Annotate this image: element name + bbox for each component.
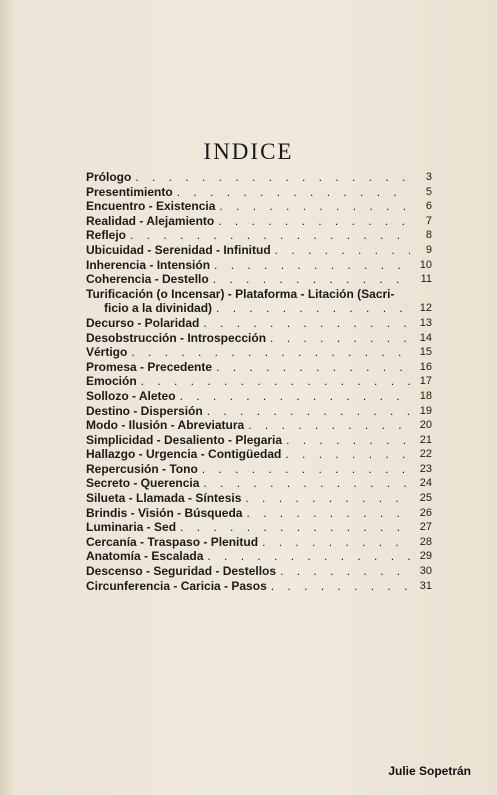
- toc-entry: [86, 272, 432, 287]
- toc-entry-page: 27: [419, 521, 432, 534]
- toc-entry-title: Simplicidad - Desaliento - Plegaria: [86, 432, 283, 447]
- toc-entry-title: Coherencia - Destello: [86, 272, 209, 287]
- dot-leader: [271, 579, 410, 594]
- toc-entry-title: Circunferencia - Caricia - Pasos: [86, 578, 267, 593]
- toc-entry-page: 15: [419, 346, 432, 359]
- toc-entry-page: 14: [419, 331, 432, 344]
- toc-entry-title: Promesa - Precedente: [86, 359, 213, 374]
- toc-entry: [86, 316, 432, 331]
- toc-entry-page: 25: [419, 492, 432, 505]
- toc-entry: [86, 447, 432, 462]
- toc-entry-page: 13: [419, 316, 432, 329]
- toc-entry-page: 22: [419, 448, 432, 461]
- author-name: Julie Sopetrán: [388, 764, 471, 778]
- toc-entry-page: 12: [419, 302, 432, 315]
- dot-leader: [207, 404, 410, 419]
- toc-entry-title: Luminaria - Sed: [86, 520, 177, 535]
- toc-entry-page: 24: [419, 477, 432, 490]
- toc-entry-page: 30: [419, 565, 432, 578]
- dot-leader: [216, 360, 410, 375]
- toc-entry-title: Realidad - Alejamiento: [86, 213, 215, 228]
- toc-entry-page: 16: [419, 360, 432, 373]
- toc-entry-title: Encuentro - Existencia: [86, 199, 216, 214]
- toc-entry-page: 9: [425, 243, 432, 256]
- toc-entry: [86, 564, 432, 579]
- toc-entry-title: Sollozo - Aleteo: [86, 388, 176, 403]
- toc-entry-page: 26: [419, 506, 432, 519]
- dot-leader: [245, 491, 410, 506]
- toc-entry: [86, 476, 432, 491]
- dot-leader: [180, 389, 410, 404]
- toc-entry-page: 8: [425, 229, 432, 242]
- toc-entry: [86, 404, 432, 419]
- table-of-contents: [86, 170, 432, 593]
- dot-leader: [203, 476, 410, 491]
- dot-leader: [130, 228, 410, 243]
- toc-entry-title: Desobstrucción - Introspección: [86, 330, 267, 345]
- dot-leader: [135, 170, 410, 185]
- dot-leader: [280, 564, 410, 579]
- toc-entry-title: Reflejo: [86, 228, 127, 243]
- dot-leader: [207, 549, 410, 564]
- toc-entry: [86, 389, 432, 404]
- toc-entry-title: Cercanía - Traspaso - Plenitud: [86, 534, 259, 549]
- toc-entry: [86, 214, 432, 229]
- toc-entry: [86, 331, 432, 346]
- toc-entry-title: Descenso - Seguridad - Destellos: [86, 564, 277, 579]
- toc-entry-title: Anatomía - Escalada: [86, 549, 204, 564]
- toc-entry: [86, 506, 432, 521]
- toc-entry-title: Modo - Ilusión - Abreviatura: [86, 418, 245, 433]
- toc-entry: [86, 199, 432, 214]
- toc-entry-page: 3: [425, 171, 432, 183]
- toc-entry-page: 5: [425, 185, 432, 198]
- toc-entry-title: Brindis - Visión - Búsqueda: [86, 505, 243, 520]
- toc-entry-page: 29: [419, 550, 432, 563]
- toc-entry-page: 28: [419, 535, 432, 548]
- toc-entry: [86, 185, 432, 200]
- page-title: INDICE: [203, 139, 294, 165]
- toc-entry: [86, 520, 432, 535]
- toc-entry: [86, 579, 432, 594]
- toc-entry-title-continued: ficio a la divinidad): [104, 301, 213, 316]
- dot-leader: [214, 258, 410, 273]
- toc-entry-page: 19: [419, 404, 432, 417]
- toc-entry-page: 23: [419, 462, 432, 475]
- toc-entry-page: 20: [419, 419, 432, 432]
- toc-entry-page: 31: [419, 579, 432, 592]
- toc-entry: [86, 374, 432, 389]
- toc-entry: [86, 258, 432, 273]
- dot-leader: [262, 535, 410, 550]
- toc-entry-title: Ubicuidad - Serenidad - Infinitud: [86, 242, 271, 257]
- dot-leader: [213, 272, 410, 287]
- toc-entry-title: Destino - Dispersión: [86, 403, 203, 418]
- dot-leader: [216, 301, 410, 316]
- toc-entry-page: 18: [419, 389, 432, 402]
- toc-entry: [86, 491, 432, 506]
- dot-leader: [285, 447, 410, 462]
- toc-entry-title: Presentimiento: [86, 184, 173, 199]
- toc-entry-title: Vértigo: [86, 345, 128, 360]
- toc-entry-page: 7: [425, 214, 432, 227]
- toc-entry-page: 6: [425, 200, 432, 213]
- toc-entry-page: 21: [419, 433, 432, 446]
- dot-leader: [141, 374, 410, 389]
- toc-entry-title: Prólogo: [86, 170, 132, 184]
- dot-leader: [180, 520, 410, 535]
- toc-entry: [86, 462, 432, 477]
- toc-entry-title: Secreto - Querencia: [86, 476, 200, 491]
- toc-entry-title: Repercusión - Tono: [86, 461, 198, 476]
- toc-entry: [86, 243, 432, 258]
- toc-entry: [86, 287, 432, 302]
- dot-leader: [286, 433, 410, 448]
- toc-entry-title: Inherencia - Intensión: [86, 257, 211, 272]
- toc-entry-title: Turificación (o Incensar) - Plataforma - Litación (Sacri-: [86, 286, 395, 301]
- dot-leader: [203, 316, 410, 331]
- toc-entry-title: Decurso - Polaridad: [86, 315, 200, 330]
- toc-entry-continuation: [86, 301, 432, 316]
- dot-leader: [270, 331, 410, 346]
- toc-entry: [86, 228, 432, 243]
- toc-entry: [86, 345, 432, 360]
- dot-leader: [275, 243, 410, 258]
- toc-entry-title: Emoción: [86, 374, 137, 389]
- dot-leader: [218, 214, 410, 229]
- toc-entry-title: Silueta - Llamada - Síntesis: [86, 491, 242, 506]
- toc-entry-page: 17: [419, 375, 432, 388]
- dot-leader: [219, 199, 410, 214]
- toc-entry: [86, 549, 432, 564]
- dot-leader: [246, 506, 410, 521]
- dot-leader: [131, 345, 410, 360]
- dot-leader: [202, 462, 410, 477]
- toc-entry-title: Hallazgo - Urgencia - Contigüedad: [86, 447, 282, 462]
- toc-entry: [86, 170, 432, 185]
- dot-leader: [248, 418, 410, 433]
- toc-entry-page: 11: [420, 273, 432, 286]
- toc-entry: [86, 360, 432, 375]
- dot-leader: [177, 185, 410, 200]
- toc-entry-page: 10: [419, 258, 432, 271]
- toc-entry: [86, 433, 432, 448]
- toc-entry: [86, 535, 432, 550]
- toc-entry: [86, 418, 432, 433]
